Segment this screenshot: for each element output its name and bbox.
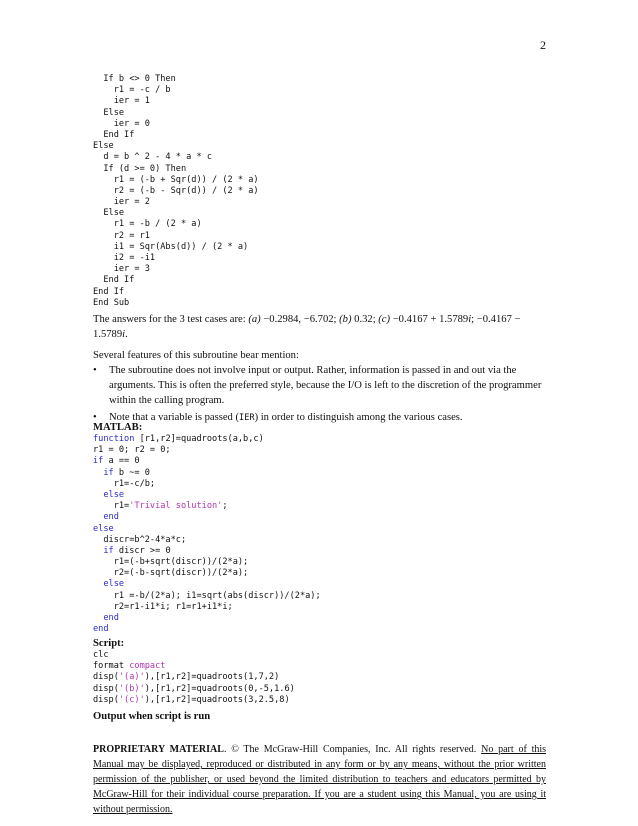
vba-code-line: i2 = -i1: [93, 253, 156, 263]
vba-code-line: r1 = -b / (2 * a): [93, 219, 202, 230]
matlab-code-line: [93, 557, 321, 568]
answers-lead: The answers for the 3 test cases are:: [93, 314, 249, 325]
matlab-code-line: [93, 524, 321, 535]
code-keyword: else: [93, 523, 114, 534]
bullet-text-pre: Note that a variable is passed (: [109, 412, 240, 423]
answer-c-value: −0.4167 + 1.5789: [390, 314, 469, 325]
script-code-block: [93, 650, 295, 706]
code-text: r1=(-b+sqrt(discr))/(2*a);: [93, 557, 249, 568]
matlab-code-line: [93, 579, 321, 590]
code-text: disp(: [93, 694, 119, 705]
code-text: ),[r1,r2]=quadroots(3,2.5,8): [144, 694, 290, 705]
answers-end: .: [125, 329, 128, 340]
code-text: [r1,r2]=quadroots(a,b,c): [134, 434, 264, 444]
code-text: r1 = 0; r2 = 0;: [93, 445, 171, 456]
matlab-heading: MATLAB:: [93, 422, 143, 433]
script-code-line: [93, 672, 295, 683]
code-text: discr=b^2-4*a*c;: [93, 534, 187, 545]
matlab-code-line: [93, 535, 321, 546]
code-keyword: else: [103, 489, 125, 500]
imag-unit: i: [468, 314, 472, 325]
vba-code-line: End Sub: [93, 297, 130, 308]
matlab-code-line: [93, 512, 321, 523]
code-text: r1=: [93, 501, 130, 512]
matlab-code-line: [93, 434, 321, 445]
vba-code-line: End If: [93, 129, 135, 140]
code-text: ;: [222, 501, 228, 512]
vba-code-line: d = b ^ 2 - 4 * a * c: [93, 152, 212, 163]
vba-code-line: ier = 0: [93, 118, 150, 129]
imag-unit: i: [122, 329, 126, 340]
vba-code-line: Else: [93, 107, 125, 118]
matlab-code-block: [93, 434, 321, 635]
vba-code-block: [93, 74, 259, 309]
list-item: [93, 363, 546, 408]
code-keyword: end: [103, 512, 119, 523]
code-text: disp(: [93, 683, 119, 694]
answer-a-value: −0.2984, −6.702;: [260, 314, 340, 325]
code-text: a == 0: [103, 456, 140, 467]
matlab-code-line: [93, 546, 321, 557]
code-text: [93, 468, 103, 478]
code-text: discr >= 0: [113, 545, 171, 556]
vba-code-line: ier = 2: [93, 197, 150, 208]
answer-a-label: (a): [248, 314, 261, 325]
code-text: ),[r1,r2]=quadroots(1,7,2): [144, 672, 280, 683]
footer-bold: PROPRIETARY MATERIAL: [93, 744, 224, 755]
matlab-code-line: [93, 624, 321, 635]
matlab-code-line: [93, 479, 321, 490]
vba-code-line: r2 = (-b - Sqr(d)) / (2 * a): [93, 185, 259, 196]
answer-c-label: (c): [378, 314, 391, 325]
vba-code-line: End If: [93, 275, 135, 286]
vba-code-line: If (d >= 0) Then: [93, 163, 187, 174]
answer-b-label: (b): [339, 314, 352, 325]
copyright-footer: [93, 742, 546, 817]
bullet-text: The subroutine does not involve input or output. Rather, information is passed in and out via the arguments. This is often the preferred style, because the I/O is left to the discretion of the programmer within the calling program.: [109, 365, 542, 406]
vba-code-line: r2 = r1: [93, 230, 150, 241]
matlab-code-line: [93, 602, 321, 613]
bullet-icon: •: [93, 412, 97, 423]
code-text: [93, 613, 103, 623]
matlab-code-line: [93, 501, 321, 512]
script-heading: Script:: [93, 638, 125, 649]
vba-code-line: End If: [93, 286, 125, 297]
code-keyword: if: [93, 456, 104, 467]
vba-code-line: If b <> 0 Then: [93, 74, 176, 84]
page-number: 2: [540, 38, 546, 52]
vba-code-line: ier = 3: [93, 264, 150, 275]
matlab-code-line: [93, 591, 321, 602]
vba-code-line: Else: [93, 141, 114, 152]
code-keyword: if: [103, 545, 114, 556]
code-text: r1 =-b/(2*a); i1=sqrt(abs(discr))/(2*a);: [93, 590, 321, 601]
matlab-code-line: [93, 490, 321, 501]
code-text: b ~= 0: [113, 467, 150, 478]
code-string: '(b)': [118, 683, 145, 694]
code-text: r1=-c/b;: [93, 478, 156, 489]
code-text: disp(: [93, 672, 119, 683]
code-string: '(c)': [118, 694, 145, 705]
answer-b-value: 0.32;: [351, 314, 379, 325]
matlab-code-line: [93, 613, 321, 624]
code-text: [93, 512, 103, 522]
code-text: r2=(-b-sqrt(discr))/(2*a);: [93, 568, 249, 579]
vba-code-line: ier = 1: [93, 96, 150, 107]
matlab-code-line: [93, 445, 321, 456]
code-keyword: end: [93, 624, 109, 635]
code-text: r2=r1-i1*i; r1=r1+i1*i;: [93, 601, 233, 612]
vba-code-line: Else: [93, 208, 125, 219]
vba-code-line: r1 = -c / b: [93, 85, 171, 96]
script-code-line: [93, 650, 295, 661]
code-text: clc: [93, 650, 109, 660]
matlab-code-line: [93, 568, 321, 579]
matlab-code-line: [93, 456, 321, 467]
bullet-text-post: ) in order to distinguish among the various cases.: [254, 412, 463, 423]
script-code-line: [93, 695, 295, 706]
answers-paragraph: [93, 312, 546, 342]
features-list: [93, 363, 546, 428]
bullet-icon: •: [93, 365, 97, 376]
footer-notice: No part of this Manual may be displayed, reproduced or distributed in any form or by any means, without the prior written permission of the publisher, or used beyond the limited distribution to teachers and educators permitted by McGraw-Hill for their individual course preparation. If you are a student using this Manual, you are using it without permission.: [93, 744, 547, 815]
answer-c-conj: ; −0.4167 − 1.5789: [93, 314, 521, 340]
code-text: format: [93, 661, 130, 672]
vba-code-line: r1 = (-b + Sqr(d)) / (2 * a): [93, 174, 259, 185]
code-keyword: end: [103, 613, 119, 623]
output-heading: Output when script is run: [93, 711, 211, 722]
code-string: compact: [129, 661, 166, 672]
code-keyword: function: [93, 434, 135, 444]
vba-code-line: i1 = Sqr(Abs(d)) / (2 * a): [93, 241, 249, 252]
code-text: [93, 579, 103, 589]
code-text: ),[r1,r2]=quadroots(0,-5,1.6): [144, 683, 295, 694]
code-string: '(a)': [118, 672, 145, 683]
code-string: 'Trivial solution': [129, 501, 223, 512]
footer-copyright: . © The McGraw-Hill Companies, Inc. All rights reserved.: [223, 744, 482, 755]
script-code-line: [93, 661, 295, 672]
script-code-line: [93, 684, 295, 695]
matlab-code-line: [93, 468, 321, 479]
features-intro: Several features of this subroutine bear mention:: [93, 350, 299, 361]
code-keyword: if: [103, 467, 114, 478]
inline-code: IER: [239, 413, 255, 423]
code-keyword: else: [103, 579, 125, 590]
code-text: [93, 490, 103, 500]
code-text: [93, 546, 103, 556]
